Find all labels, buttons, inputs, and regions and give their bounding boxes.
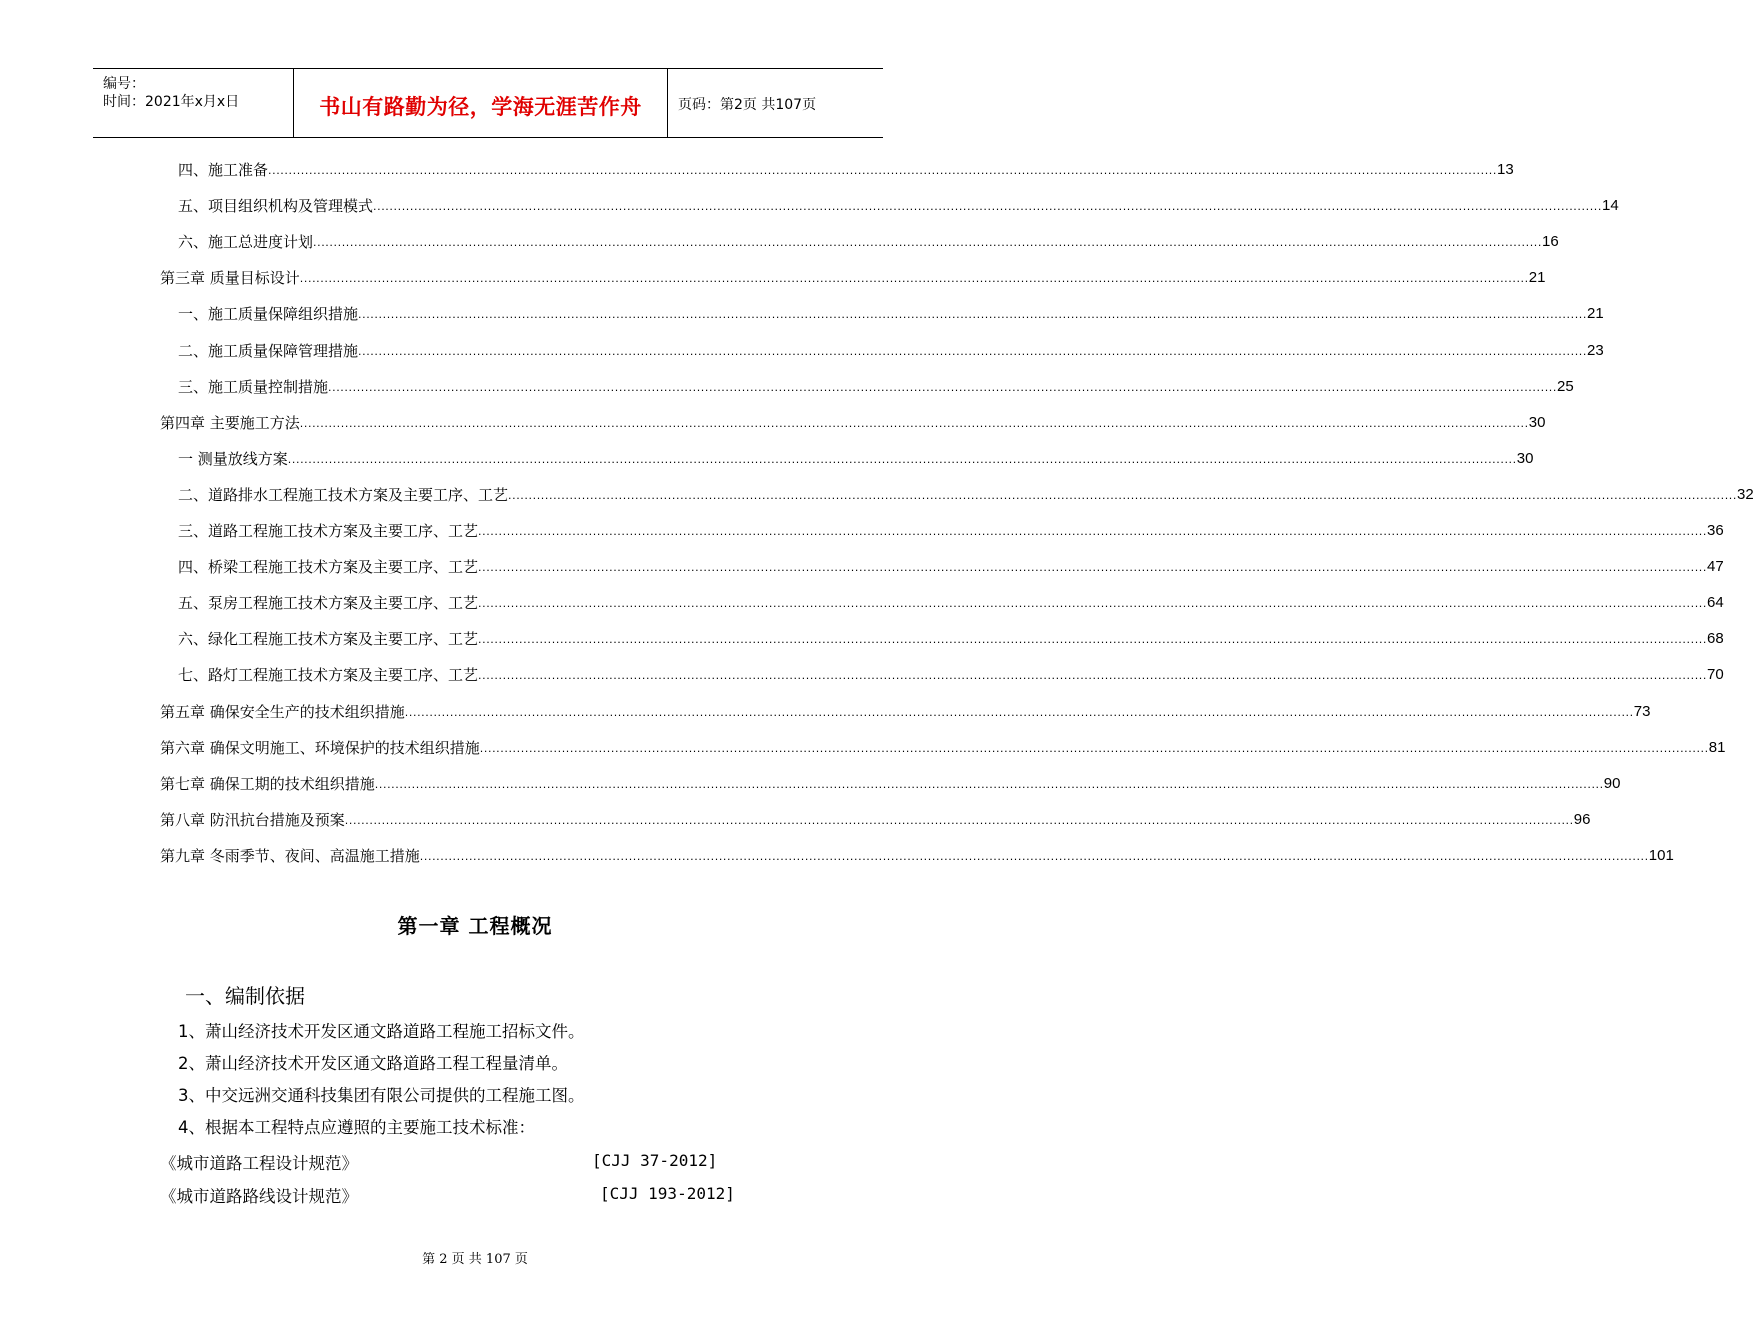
toc-leader-dots: ............................................................................................................................................................................................................................................................................................................ [419, 849, 1649, 863]
toc-entry[interactable] [178, 232, 1559, 252]
toc-entry-label: 六、绿化工程施工技术方案及主要工序、工艺 [178, 630, 479, 649]
toc-entry-page: 13 [1497, 161, 1514, 178]
toc-entry[interactable] [178, 304, 1604, 324]
toc-entry-page: 30 [1516, 449, 1534, 467]
basis-item: 2、萧山经济技术开发区通文路道路工程工程量清单。 [178, 1054, 568, 1073]
toc-entry[interactable] [178, 377, 1574, 397]
standard-name: 《城市道路路线设计规范》 [160, 1187, 358, 1206]
toc-entry-label: 第四章 主要施工方法 [160, 413, 300, 432]
toc-entry-page: 47 [1707, 558, 1724, 576]
header-left-cell [93, 69, 293, 137]
toc-entry[interactable] [160, 810, 1591, 830]
toc-entry-label: 第八章 防汛抗台措施及预案 [160, 810, 345, 829]
page-footer: 第 2 页 共 107 页 [422, 1252, 528, 1267]
standard-code: [CJJ 193-2012] [600, 1184, 735, 1203]
section-title: 一、编制依据 [185, 984, 305, 1008]
toc-entry[interactable] [160, 268, 1546, 288]
standard-name: 《城市道路工程设计规范》 [160, 1154, 358, 1173]
toc-entry-page: 73 [1633, 702, 1651, 720]
toc-entry-page: 32 [1737, 485, 1754, 503]
toc-leader-dots: ............................................................................................................................................................................................................................................................................................................ [313, 236, 1542, 250]
toc-leader-dots: ............................................................................................................................................................................................................................................................................................................ [478, 633, 1707, 647]
header-motto: 书山有路勤为径，学海无涯苦作舟 [319, 95, 642, 119]
toc-entry-label: 一 测量放线方案 [178, 449, 288, 468]
time-label: 时间：2021年x月x日 [103, 94, 240, 110]
toc-leader-dots: ............................................................................................................................................................................................................................................................................................................ [299, 272, 1529, 286]
toc-entry[interactable] [178, 160, 1514, 180]
toc-entry-page: 70 [1707, 666, 1724, 684]
chapter-title: 第一章 工程概况 [397, 914, 553, 938]
toc-entry-page: 23 [1587, 341, 1604, 359]
toc-entry-label: 六、施工总进度计划 [178, 233, 314, 252]
toc-entry-page: 101 [1648, 846, 1674, 864]
toc-entry[interactable] [160, 702, 1651, 722]
toc-entry[interactable] [178, 521, 1724, 541]
toc-entry[interactable] [178, 593, 1724, 613]
toc-entry-label: 四、桥梁工程施工技术方案及主要工序、工艺 [178, 558, 479, 577]
basis-item: 3、中交远洲交通科技集团有限公司提供的工程施工图。 [178, 1086, 585, 1105]
toc-entry[interactable] [178, 629, 1724, 649]
toc-leader-dots: ............................................................................................................................................................................................................................................................................................................ [287, 452, 1517, 466]
toc-entry-label: 七、路灯工程施工技术方案及主要工序、工艺 [178, 666, 479, 685]
toc-entry-page: 81 [1708, 738, 1726, 756]
header-right-cell [668, 69, 883, 137]
toc-entry[interactable] [178, 485, 1754, 505]
toc-leader-dots: ............................................................................................................................................................................................................................................................................................................ [299, 416, 1529, 430]
toc-leader-dots: ............................................................................................................................................................................................................................................................................................................ [508, 488, 1737, 502]
toc-entry-label: 五、项目组织机构及管理模式 [178, 197, 374, 216]
toc-leader-dots: ............................................................................................................................................................................................................................................................................................................ [478, 597, 1707, 611]
toc-entry-page: 14 [1602, 197, 1619, 215]
toc-leader-dots: ............................................................................................................................................................................................................................................................................................................ [268, 164, 1497, 177]
toc-entry[interactable] [160, 413, 1546, 433]
toc-entry[interactable] [178, 665, 1724, 685]
toc-leader-dots: ............................................................................................................................................................................................................................................................................................................ [478, 561, 1707, 575]
toc-entry[interactable] [160, 846, 1674, 866]
toc-entry-label: 二、道路排水工程施工技术方案及主要工序、工艺 [178, 485, 509, 504]
basis-item: 4、根据本工程特点应遵照的主要施工技术标准： [178, 1118, 535, 1137]
toc-entry[interactable] [178, 196, 1619, 216]
toc-entry-label: 第五章 确保安全生产的技术组织措施 [160, 702, 405, 721]
toc-leader-dots: ............................................................................................................................................................................................................................................................................................................ [373, 200, 1602, 214]
toc-entry-page: 36 [1707, 522, 1724, 539]
toc-leader-dots: ............................................................................................................................................................................................................................................................................................................ [479, 741, 1709, 755]
toc-entry-page: 16 [1542, 233, 1559, 251]
toc-entry-page: 64 [1707, 594, 1724, 612]
basis-item: 1、萧山经济技术开发区通文路道路工程施工招标文件。 [178, 1022, 585, 1041]
toc-entry-label: 三、施工质量控制措施 [178, 377, 329, 396]
toc-leader-dots: ............................................................................................................................................................................................................................................................................................................ [358, 308, 1587, 322]
toc-entry-label: 五、泵房工程施工技术方案及主要工序、工艺 [178, 594, 479, 613]
toc-entry-label: 第六章 确保文明施工、环境保护的技术组织措施 [160, 738, 480, 757]
toc-leader-dots: ............................................................................................................................................................................................................................................................................................................ [404, 705, 1634, 719]
toc-entry[interactable] [160, 738, 1726, 758]
toc-entry-label: 第九章 冬雨季节、夜间、高温施工措施 [160, 846, 420, 865]
toc-leader-dots: ............................................................................................................................................................................................................................................................................................................ [478, 525, 1707, 538]
toc-entry-page: 90 [1603, 774, 1621, 792]
toc-entry-label: 四、施工准备 [178, 161, 269, 179]
standard-code: [CJJ 37-2012] [592, 1151, 718, 1170]
toc-entry[interactable] [178, 449, 1534, 469]
toc-leader-dots: ............................................................................................................................................................................................................................................................................................................ [478, 669, 1707, 683]
toc-entry-label: 三、道路工程施工技术方案及主要工序、工艺 [178, 522, 479, 540]
toc-entry[interactable] [178, 557, 1724, 577]
toc-entry-label: 第三章 质量目标设计 [160, 269, 300, 288]
toc-leader-dots: ............................................................................................................................................................................................................................................................................................................ [374, 777, 1604, 791]
toc-entry[interactable] [178, 341, 1604, 361]
page-header [93, 68, 883, 138]
toc-leader-dots: ............................................................................................................................................................................................................................................................................................................ [358, 344, 1587, 358]
header-page-code: 页码：第2页 共107页 [678, 97, 817, 113]
header-middle-cell [293, 69, 668, 137]
toc-leader-dots: ............................................................................................................................................................................................................................................................................................................ [344, 813, 1574, 827]
toc-entry-page: 30 [1528, 413, 1546, 431]
number-label: 编号： [103, 76, 145, 92]
toc-entry-label: 第七章 确保工期的技术组织措施 [160, 774, 375, 793]
toc-entry[interactable] [160, 774, 1621, 794]
toc-entry-label: 一、施工质量保障组织措施 [178, 305, 359, 324]
toc-entry-page: 21 [1587, 305, 1604, 323]
toc-leader-dots: ............................................................................................................................................................................................................................................................................................................ [328, 380, 1557, 394]
toc-entry-page: 21 [1528, 269, 1546, 287]
toc-entry-page: 25 [1557, 377, 1574, 395]
toc-entry-label: 二、施工质量保障管理措施 [178, 341, 359, 360]
toc-entry-page: 68 [1707, 630, 1724, 648]
toc-entry-page: 96 [1573, 810, 1591, 828]
